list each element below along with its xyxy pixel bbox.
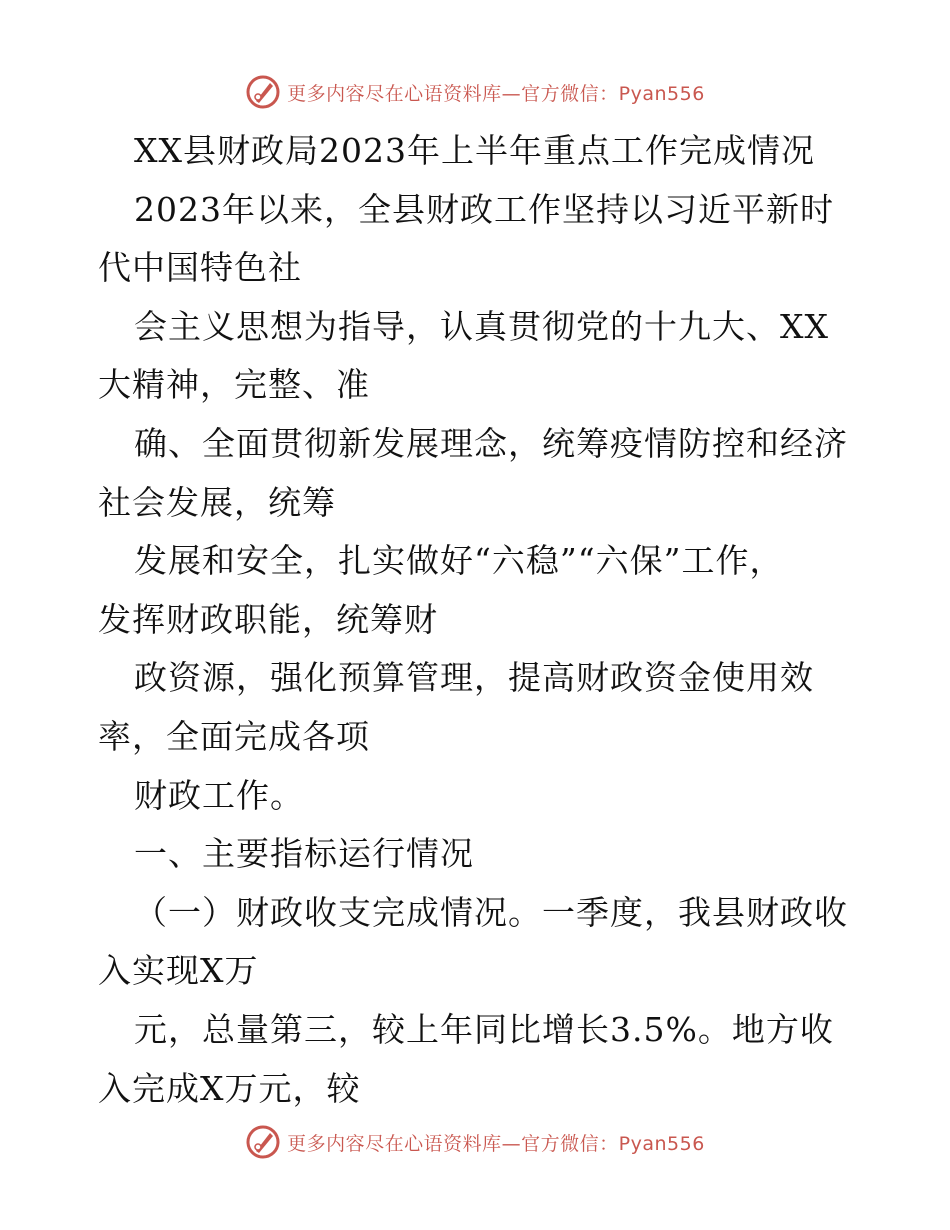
paragraph-line: 2023年以来，全县财政工作坚持以习近平新时: [134, 189, 834, 229]
watermark-text: 更多内容尽在心语资料库—官方微信：Pyan556: [287, 82, 705, 105]
watermark-header: [0, 72, 950, 112]
paragraph-line: 率，全面完成各项: [98, 716, 370, 756]
paragraph-line: 确、全面贯彻新发展理念，统筹疫情防控和经济: [134, 423, 848, 463]
paragraph-line: 政资源，强化预算管理，提高财政资金使用效: [134, 658, 814, 698]
watermark-footer: [0, 1122, 950, 1162]
paragraph-line: 社会发展，统筹: [98, 482, 336, 522]
paragraph-line: 大精神，完整、准: [98, 365, 370, 405]
section-heading: 一、主要指标运行情况: [134, 834, 474, 874]
paragraph-line: 入完成X万元，较: [98, 1068, 361, 1108]
document-title: XX县财政局2023年上半年重点工作完成情况: [134, 131, 815, 170]
paragraph-line: 发挥财政职能，统筹财: [98, 599, 438, 639]
paragraph-line: （一）财政收支完成情况。一季度，我县财政收: [134, 892, 848, 932]
document-body: [98, 122, 858, 1118]
watermark-text: 更多内容尽在心语资料库—官方微信：Pyan556: [287, 1132, 705, 1155]
pen-logo-icon: [245, 74, 281, 110]
paragraph-line: 会主义思想为指导，认真贯彻党的十九大、XX: [134, 306, 829, 346]
paragraph-line: 发展和安全，扎实做好“六稳”“六保”工作，: [134, 541, 784, 581]
pen-logo-icon: [245, 1124, 281, 1160]
paragraph-line: 财政工作。: [134, 775, 304, 815]
paragraph-line: 元，总量第三，较上年同比增长3.5%。地方收: [134, 1009, 834, 1049]
paragraph-line: 代中国特色社: [98, 248, 302, 288]
paragraph-line: 入实现X万: [98, 951, 259, 991]
